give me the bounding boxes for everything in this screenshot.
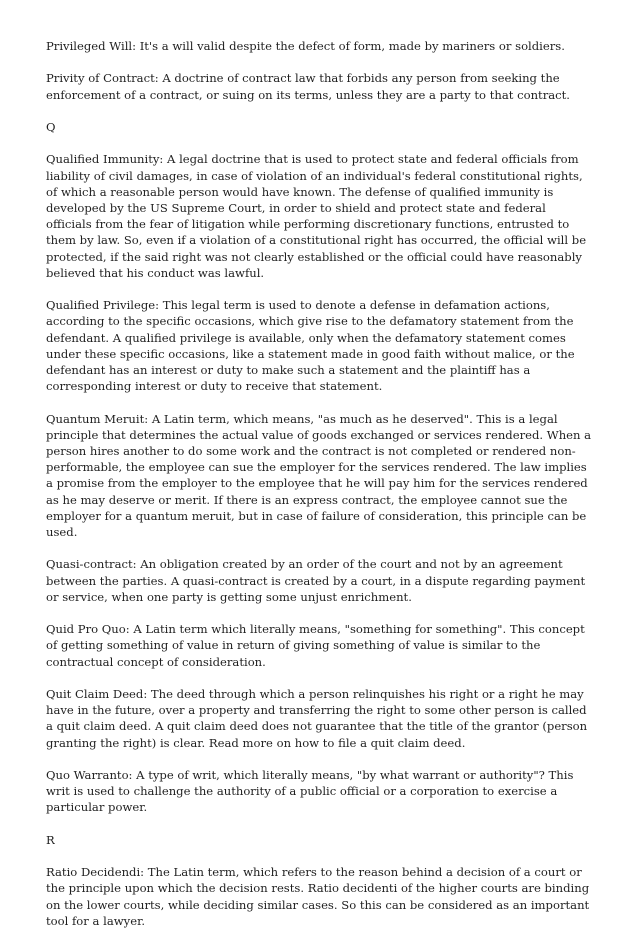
- document-page: [46, 38, 594, 945]
- entry-quantum-meruit: Quantum Meruit: A Latin term, which means, "as much as he deserved". This is a legal principle that determines the actual value of goods exchanged or services rendered. When a person hires another to do some work and the contract is not completed or rendered non-performable, the employee can sue the employer for the services rendered. The law implies a promise from the employer to the employee that he will pay him for the services rendered as he may deserve or merit. If there is an express contract, the employee cannot sue the employer for a quantum meruit, but in case of failure of consideration, this principle can be used.: [46, 411, 592, 540]
- entry-ratio-decidendi: Ratio Decidendi: The Latin term, which refers to the reason behind a decision of a court or the principle upon which the decision rests. Ratio decidenti of the higher courts are binding on the lower courts, while deciding similar cases. So this can be considered as an important tool for a lawyer.: [46, 865, 590, 928]
- entry-quid-pro-quo: Quid Pro Quo: A Latin term which literally means, "something for something". This concept of getting something of value in return of giving something of value is similar to the contractual concept of consideration.: [46, 622, 585, 669]
- entry-quo-warranto: Quo Warranto: A type of writ, which literally means, "by what warrant or authority"? This writ is used to challenge the authority of a public official or a corporation to exercise a particular power.: [46, 768, 574, 815]
- entry-privileged-will: Privileged Will: It's a will valid despite the defect of form, made by mariners or soldiers.: [46, 39, 565, 53]
- entry-quasi-contract: Quasi-contract: An obligation created by an order of the court and not by an agreement between the parties. A quasi-contract is created by a court, in a dispute regarding payment or service, when one party is getting some unjust enrichment.: [46, 557, 586, 604]
- section-letter-q: Q: [46, 119, 56, 134]
- entry-qualified-privilege: Qualified Privilege: This legal term is used to denote a defense in defamation actions, according to the specific occasions, which give rise to the defamatory statement from the defendant. A qualified privilege is available, only when the defamatory statement comes under these specific occasions, like a statement made in good faith without malice, or the defendant has an interest or duty to make such a statement and the plaintiff has a corresponding interest or duty to receive that statement.: [46, 298, 575, 394]
- entry-quit-claim-deed: Quit Claim Deed: The deed through which a person relinquishes his right or a right he may have in the future, over a property and transferring the right to some other person is called a quit claim deed. A quit claim deed does not guarantee that the title of the grantor (person granting the right) is clear. Read more on how to file a quit claim deed.: [46, 687, 588, 750]
- entry-qualified-immunity: Qualified Immunity: A legal doctrine that is used to protect state and federal officials from liability of civil damages, in case of violation of an individual's federal constitutional rights, of which a reasonable person would have known. The defense of qualified immunity is developed by the US Supreme Court, in order to shield and protect state and federal officials from the fear of litigation while performing discretionary functions, entrusted to them by law. So, even if a violation of a constitutional right has occurred, the official will be protected, if the said right was not clearly established or the official could have reasonably believed that his conduct was lawful.: [46, 152, 587, 280]
- section-letter-r: R: [46, 832, 55, 847]
- entry-privity-of-contract: Privity of Contract: A doctrine of contract law that forbids any person from seeking the enforcement of a contract, or suing on its terms, unless they are a party to that contract.: [46, 71, 570, 102]
